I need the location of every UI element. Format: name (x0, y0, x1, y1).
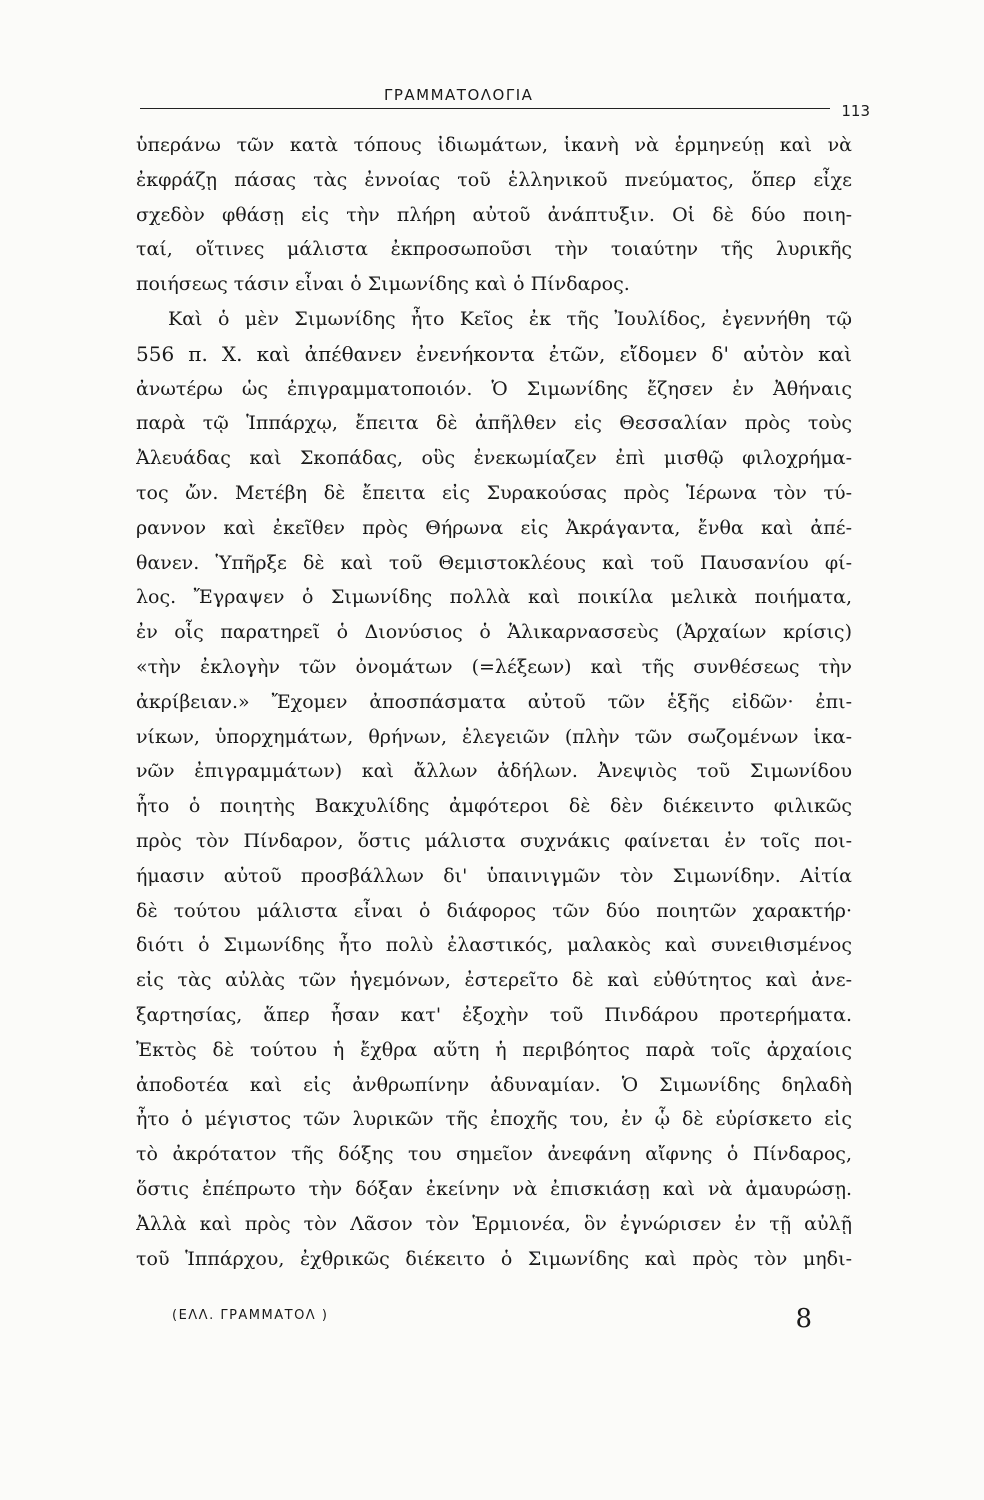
text-line: ραννον καὶ ἐκεῖθεν πρὸς Θήρωνα εἰς Ἀκράγαντα, ἔνθα καὶ ἀπέ- (136, 516, 852, 539)
text-line: ὑπεράνω τῶν κατὰ τόπους ἰδιωμάτων, ἱκανὴ νὰ ἑρμηνεύῃ καὶ νὰ (136, 134, 852, 156)
text-line: ήμασιν αὐτοῦ προσβάλλων δι' ὑπαινιγμῶν τὸν Σιμωνίδην. Αἰτία (136, 864, 852, 887)
text-line: λος. Ἔγραψεν ὁ Σιμωνίδης πολλὰ καὶ ποικίλα μελικὰ ποιήματα, (136, 586, 852, 609)
text-line: 556 π. Χ. καὶ ἀπέθανεν ἐνενήκοντα ἐτῶν, εἴδομεν δ' αὐτὸν καὶ (136, 341, 852, 366)
text-line: ἦτο ὁ μέγιστος τῶν λυρικῶν τῆς ἐποχῆς του, ἐν ᾧ δὲ εὑρίσκετο εἰς (136, 1108, 852, 1131)
text-line: πρὸς τὸν Πίνδαρον, ὅστις μάλιστα συχνάκις φαίνεται ἐν τοῖς ποι- (136, 829, 852, 852)
text-line: ἐν οἷς παρατηρεῖ ὁ Διονύσιος ὁ Ἁλικαρνασσεὺς (Ἀρχαίων κρίσις) (136, 621, 852, 644)
running-head (140, 86, 870, 120)
text-line: ἀκρίβειαν.» Ἔχομεν ἀποσπάσματα αὐτοῦ τῶν ἑξῆς εἰδῶν· ἐπι- (136, 690, 852, 713)
text-line: ἀποδοτέα καὶ εἰς ἀνθρωπίνην ἀδυναμίαν. Ὁ Σιμωνίδης δηλαδὴ (136, 1073, 852, 1096)
text-line: τὸ ἀκρότατον τῆς δόξης του σημεῖον ἀνεφάνη αἴφνης ὁ Πίνδαρος, (136, 1143, 852, 1166)
page-number: 113 (841, 102, 870, 120)
text-line: τοῦ Ἱππάρχου, ἐχθρικῶς διέκειτο ὁ Σιμωνίδης καὶ πρὸς τὸν μηδι- (136, 1247, 852, 1270)
text-line: παρὰ τῷ Ἱππάρχῳ, ἔπειτα δὲ ἀπῆλθεν εἰς Θεσσαλίαν πρὸς τοὺς (136, 412, 852, 435)
sheet-number: 8 (795, 1304, 812, 1334)
text-line: Ἐκτὸς δὲ τούτου ἡ ἔχθρα αὕτη ἡ περιβόητος παρὰ τοῖς ἀρχαίοις (136, 1038, 852, 1061)
text-line: Καὶ ὁ μὲν Σιμωνίδης ἦτο Κεῖος ἐκ τῆς Ἰουλίδος, ἐγεννήθη τῷ (168, 307, 852, 330)
text-line: ταί, οἵτινες μάλιστα ἐκπροσωποῦσι τὴν τοιαύτην τῆς λυρικῆς (136, 238, 852, 261)
text-line: εἰς τὰς αὐλὰς τῶν ἡγεμόνων, ἐστερεῖτο δὲ καὶ εὐθύτητος καὶ ἀνε- (136, 969, 852, 992)
text-line: Ἀλλὰ καὶ πρὸς τὸν Λᾶσον τὸν Ἑρμιονέα, ὃν ἐγνώρισεν ἐν τῇ αὐλῇ (136, 1212, 852, 1235)
running-head-title: ΓΡΑΜΜΑΤΟΛΟΓΙΑ (384, 86, 534, 104)
signature-mark: (ΕΛΛ. ΓΡΑΜΜΑΤΟΛ ) (172, 1308, 329, 1323)
text-line: ἦτο ὁ ποιητὴς Βακχυλίδης ἀμφότεροι δὲ δὲν διέκειντο φιλικῶς (136, 795, 852, 818)
text-line: ὅστις ἐπέπρωτο τὴν δόξαν ἐκείνην νὰ ἐπισκιάσῃ καὶ νὰ ἀμαυρώσῃ. (136, 1177, 852, 1200)
page-footer (172, 1304, 812, 1344)
header-rule (140, 108, 830, 109)
text-line: Ἀλευάδας καὶ Σκοπάδας, οὓς ἐνεκωμίαζεν ἐπὶ μισθῷ φιλοχρήμα- (136, 447, 852, 470)
text-line: ξαρτησίας, ἅπερ ἦσαν κατ' ἐξοχὴν τοῦ Πινδάρου προτερήματα. (136, 1003, 852, 1026)
text-line: δὲ τούτου μάλιστα εἶναι ὁ διάφορος τῶν δύο ποιητῶν χαρακτήρ· (136, 899, 852, 922)
text-line: σχεδὸν φθάσῃ εἰς τὴν πλήρη αὐτοῦ ἀνάπτυξιν. Οἱ δὲ δύο ποιη- (136, 203, 852, 226)
text-line: «τὴν ἐκλογὴν τῶν ὀνομάτων (=λέξεων) καὶ τῆς συνθέσεως τὴν (136, 655, 852, 678)
text-line: διότι ὁ Σιμωνίδης ἦτο πολὺ ἐλαστικός, μαλακὸς καὶ συνειθισμένος (136, 934, 852, 957)
text-line: νίκων, ὑπορχημάτων, θρήνων, ἐλεγειῶν (πλὴν τῶν σωζομένων ἱκα- (136, 725, 852, 748)
text-line: ἀνωτέρω ὡς ἐπιγραμματοποιόν. Ὁ Σιμωνίδης ἔζησεν ἐν Ἀθήναις (136, 377, 852, 400)
body-text (136, 128, 852, 1276)
text-line: τος ὤν. Μετέβη δὲ ἔπειτα εἰς Συρακούσας πρὸς Ἱέρωνα τὸν τύ- (136, 481, 852, 504)
text-line: θανεν. Ὑπῆρξε δὲ καὶ τοῦ Θεμιστοκλέους καὶ τοῦ Παυσανίου φί- (136, 551, 852, 574)
text-line: ποιήσεως τάσιν εἶναι ὁ Σιμωνίδης καὶ ὁ Πίνδαρος. (136, 273, 630, 296)
text-line: ἐκφράζῃ πάσας τὰς ἐννοίας τοῦ ἑλληνικοῦ πνεύματος, ὅπερ εἶχε (136, 168, 852, 191)
text-line: νῶν ἐπιγραμμάτων) καὶ ἄλλων ἀδήλων. Ἀνεψιὸς τοῦ Σιμωνίδου (136, 760, 852, 783)
